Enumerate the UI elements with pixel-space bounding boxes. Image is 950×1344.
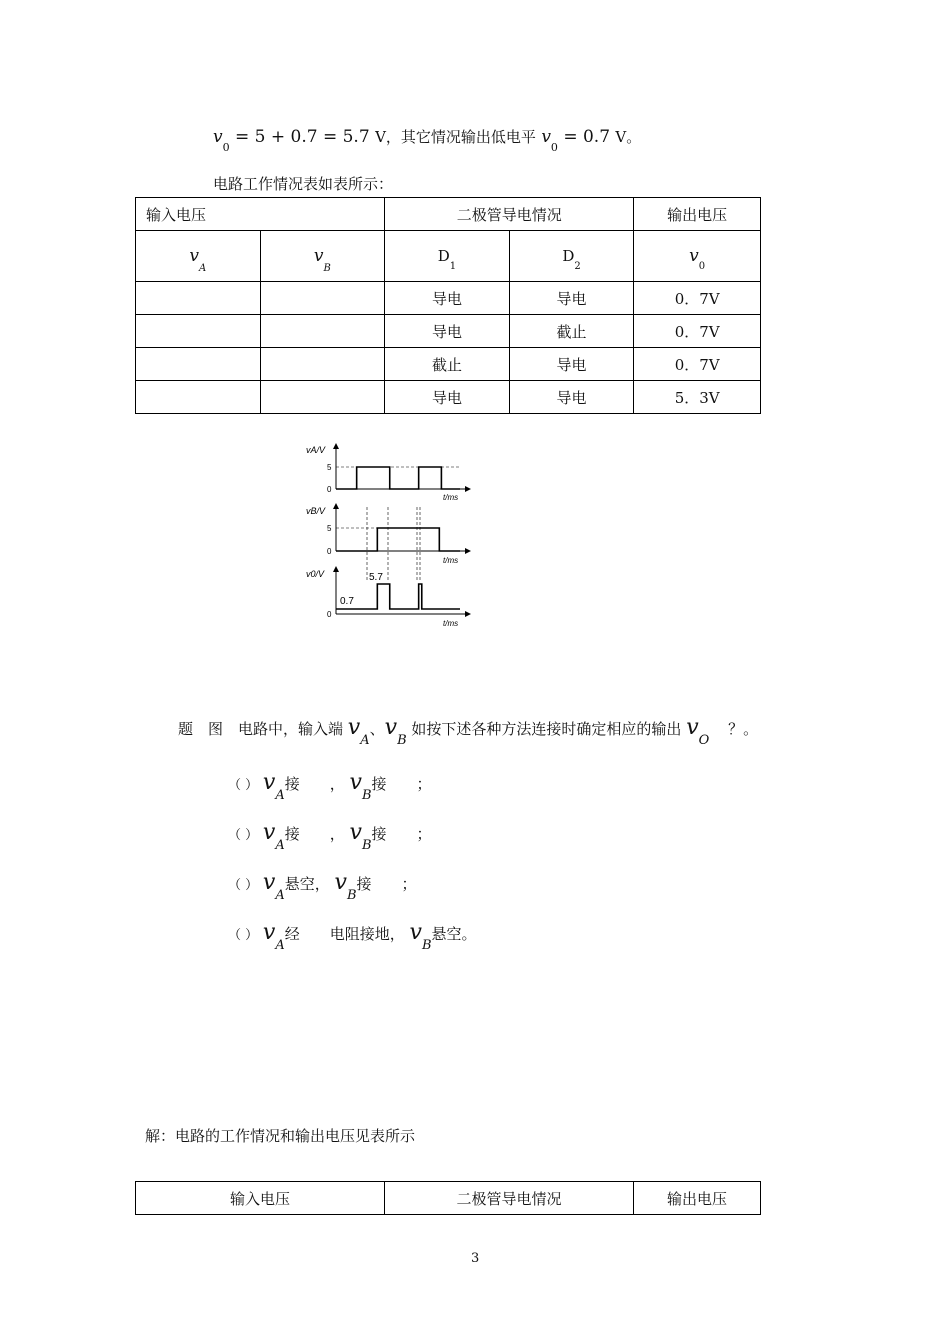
cell: 导电 (509, 282, 634, 315)
table-header-row (136, 1182, 761, 1215)
vo-high-label: 5.7 (369, 572, 383, 583)
vb-waveform (336, 528, 460, 551)
waveform-figure (300, 437, 480, 632)
cell: 0．7V (634, 282, 761, 315)
item-v1: v (262, 870, 276, 895)
problem-vo: v (686, 715, 699, 740)
subheader-va (136, 231, 261, 282)
item-paren: （ ） (228, 828, 259, 843)
va-arrow-up (333, 443, 339, 449)
cell (260, 348, 385, 381)
item-t2: 接 ； (356, 875, 417, 893)
circuit-table (135, 197, 761, 414)
vb-axis-label: vB/V (306, 506, 326, 516)
va-arrow (465, 486, 471, 492)
item-v2: v (409, 920, 422, 945)
equation-expr: = 5 + 0.7 = 5.7 (235, 127, 370, 147)
item-s1: A (275, 788, 285, 803)
problem-intro-c: ？。 (728, 720, 759, 738)
vb-arrow (465, 548, 471, 554)
equation-unit: V，其它情况输出低电平 (375, 128, 536, 146)
header-input-voltage: 输入电压 (136, 1182, 385, 1215)
cell (260, 282, 385, 315)
cell (260, 381, 385, 414)
problem-vb-sub: B (397, 733, 407, 748)
va-sub: A (198, 263, 207, 274)
subheader-d1 (385, 231, 510, 282)
cell: 截止 (509, 315, 634, 348)
item-t2: 接 ； (371, 825, 432, 843)
cell: 导电 (385, 381, 510, 414)
table-subheader-row (136, 231, 761, 282)
item-paren: （ ） (228, 778, 259, 793)
d2-symbol: D (562, 247, 575, 265)
item-v2: v (349, 770, 362, 795)
vb-five: 5 (327, 524, 332, 533)
item-s1: A (275, 888, 285, 903)
item-s2: B (361, 838, 372, 853)
item-paren: （ ） (228, 878, 259, 893)
cell: 0．7V (634, 315, 761, 348)
vo-sub: 0 (698, 261, 706, 272)
d1-sub: 1 (449, 261, 457, 272)
problem-intro-a: 题 图 电路中，输入端 (178, 720, 344, 738)
vo-axis-label: v0/V (306, 569, 325, 579)
header-input-voltage: 输入电压 (136, 198, 385, 231)
var-v2: v (541, 127, 551, 147)
item-v2: v (334, 870, 347, 895)
vb-symbol: v (313, 246, 324, 266)
table1-caption: 电路工作情况表如表所示： (213, 175, 394, 193)
var-sub2: 0 (550, 141, 558, 154)
vo-arrow-up (333, 566, 339, 572)
cell: 导电 (509, 381, 634, 414)
va-axis-label: vA/V (306, 445, 326, 455)
vo-zero: 0 (327, 610, 332, 619)
problem-item-3 (228, 870, 417, 903)
subheader-vo (634, 231, 761, 282)
vb-t-label: t/ms (443, 556, 459, 565)
va-t-label: t/ms (443, 493, 459, 502)
d1-symbol: D (437, 247, 450, 265)
solution-table (135, 1181, 761, 1215)
vb-zero: 0 (327, 547, 332, 556)
page-number: 3 (471, 1251, 480, 1266)
item-t1: 接 ， (284, 825, 345, 843)
va-zero: 0 (327, 485, 332, 494)
item-v1: v (262, 820, 276, 845)
item-s2: B (361, 788, 372, 803)
item-v1: v (262, 920, 276, 945)
item-t1: 经 电阻接地， (284, 925, 405, 943)
item-s1: A (275, 938, 285, 953)
cell: 导电 (385, 282, 510, 315)
item-t1: 接 ， (284, 775, 345, 793)
item-t2: 接 ； (371, 775, 432, 793)
cell (136, 315, 261, 348)
item-s1: A (275, 838, 285, 853)
table-row (136, 315, 761, 348)
cell (136, 381, 261, 414)
cell: 截止 (385, 348, 510, 381)
equation-unit2: V。 (615, 128, 642, 146)
header-output-voltage: 输出电压 (634, 1182, 761, 1215)
problem-intro-b: 如按下述各种方法连接时确定相应的输出 (411, 720, 682, 738)
item-v1: v (262, 770, 276, 795)
item-t2: 悬空。 (431, 925, 477, 943)
subheader-vb (260, 231, 385, 282)
problem-vo-sub: O (698, 733, 710, 748)
problem-item-2 (228, 820, 432, 853)
item-s2: B (421, 938, 432, 953)
cell (260, 315, 385, 348)
problem-item-1 (228, 770, 432, 803)
vo-low-label: 0.7 (340, 596, 354, 607)
problem-sep: 、 (369, 720, 385, 738)
table-row (136, 348, 761, 381)
table-row (136, 381, 761, 414)
cell: 5．3V (634, 381, 761, 414)
item-t1: 悬空， (284, 875, 330, 893)
cell: 0．7V (634, 348, 761, 381)
solution-text: 解：电路的工作情况和输出电压见表所示 (145, 1127, 416, 1145)
vo-symbol: v (689, 246, 699, 266)
cell (136, 282, 261, 315)
va-waveform (336, 467, 460, 489)
item-s2: B (346, 888, 357, 903)
item-v2: v (349, 820, 362, 845)
var-sub: 0 (222, 141, 230, 154)
problem-statement (178, 715, 759, 748)
table-header-row (136, 198, 761, 231)
problem-va: v (347, 715, 361, 740)
va-symbol: v (189, 246, 199, 266)
problem-item-4 (228, 920, 477, 953)
problem-vb: v (384, 715, 398, 740)
output-high-equation (213, 126, 642, 154)
vo-waveform (336, 584, 460, 609)
header-output-voltage: 输出电压 (634, 198, 761, 231)
va-five: 5 (327, 463, 332, 472)
vb-arrow-up (333, 503, 339, 509)
vb-sub: B (323, 263, 331, 274)
equation-expr2: = 0.7 (563, 127, 611, 147)
problem-va-sub: A (360, 733, 370, 748)
cell: 导电 (509, 348, 634, 381)
cell: 导电 (385, 315, 510, 348)
item-paren: （ ） (228, 928, 259, 943)
header-diode-state: 二极管导电情况 (385, 1182, 634, 1215)
table-row (136, 282, 761, 315)
header-diode-state: 二极管导电情况 (385, 198, 634, 231)
d2-sub: 2 (574, 261, 581, 272)
subheader-d2 (509, 231, 634, 282)
var-v: v (213, 127, 223, 147)
vo-t-label: t/ms (443, 619, 459, 628)
vo-arrow (465, 611, 471, 617)
cell (136, 348, 261, 381)
